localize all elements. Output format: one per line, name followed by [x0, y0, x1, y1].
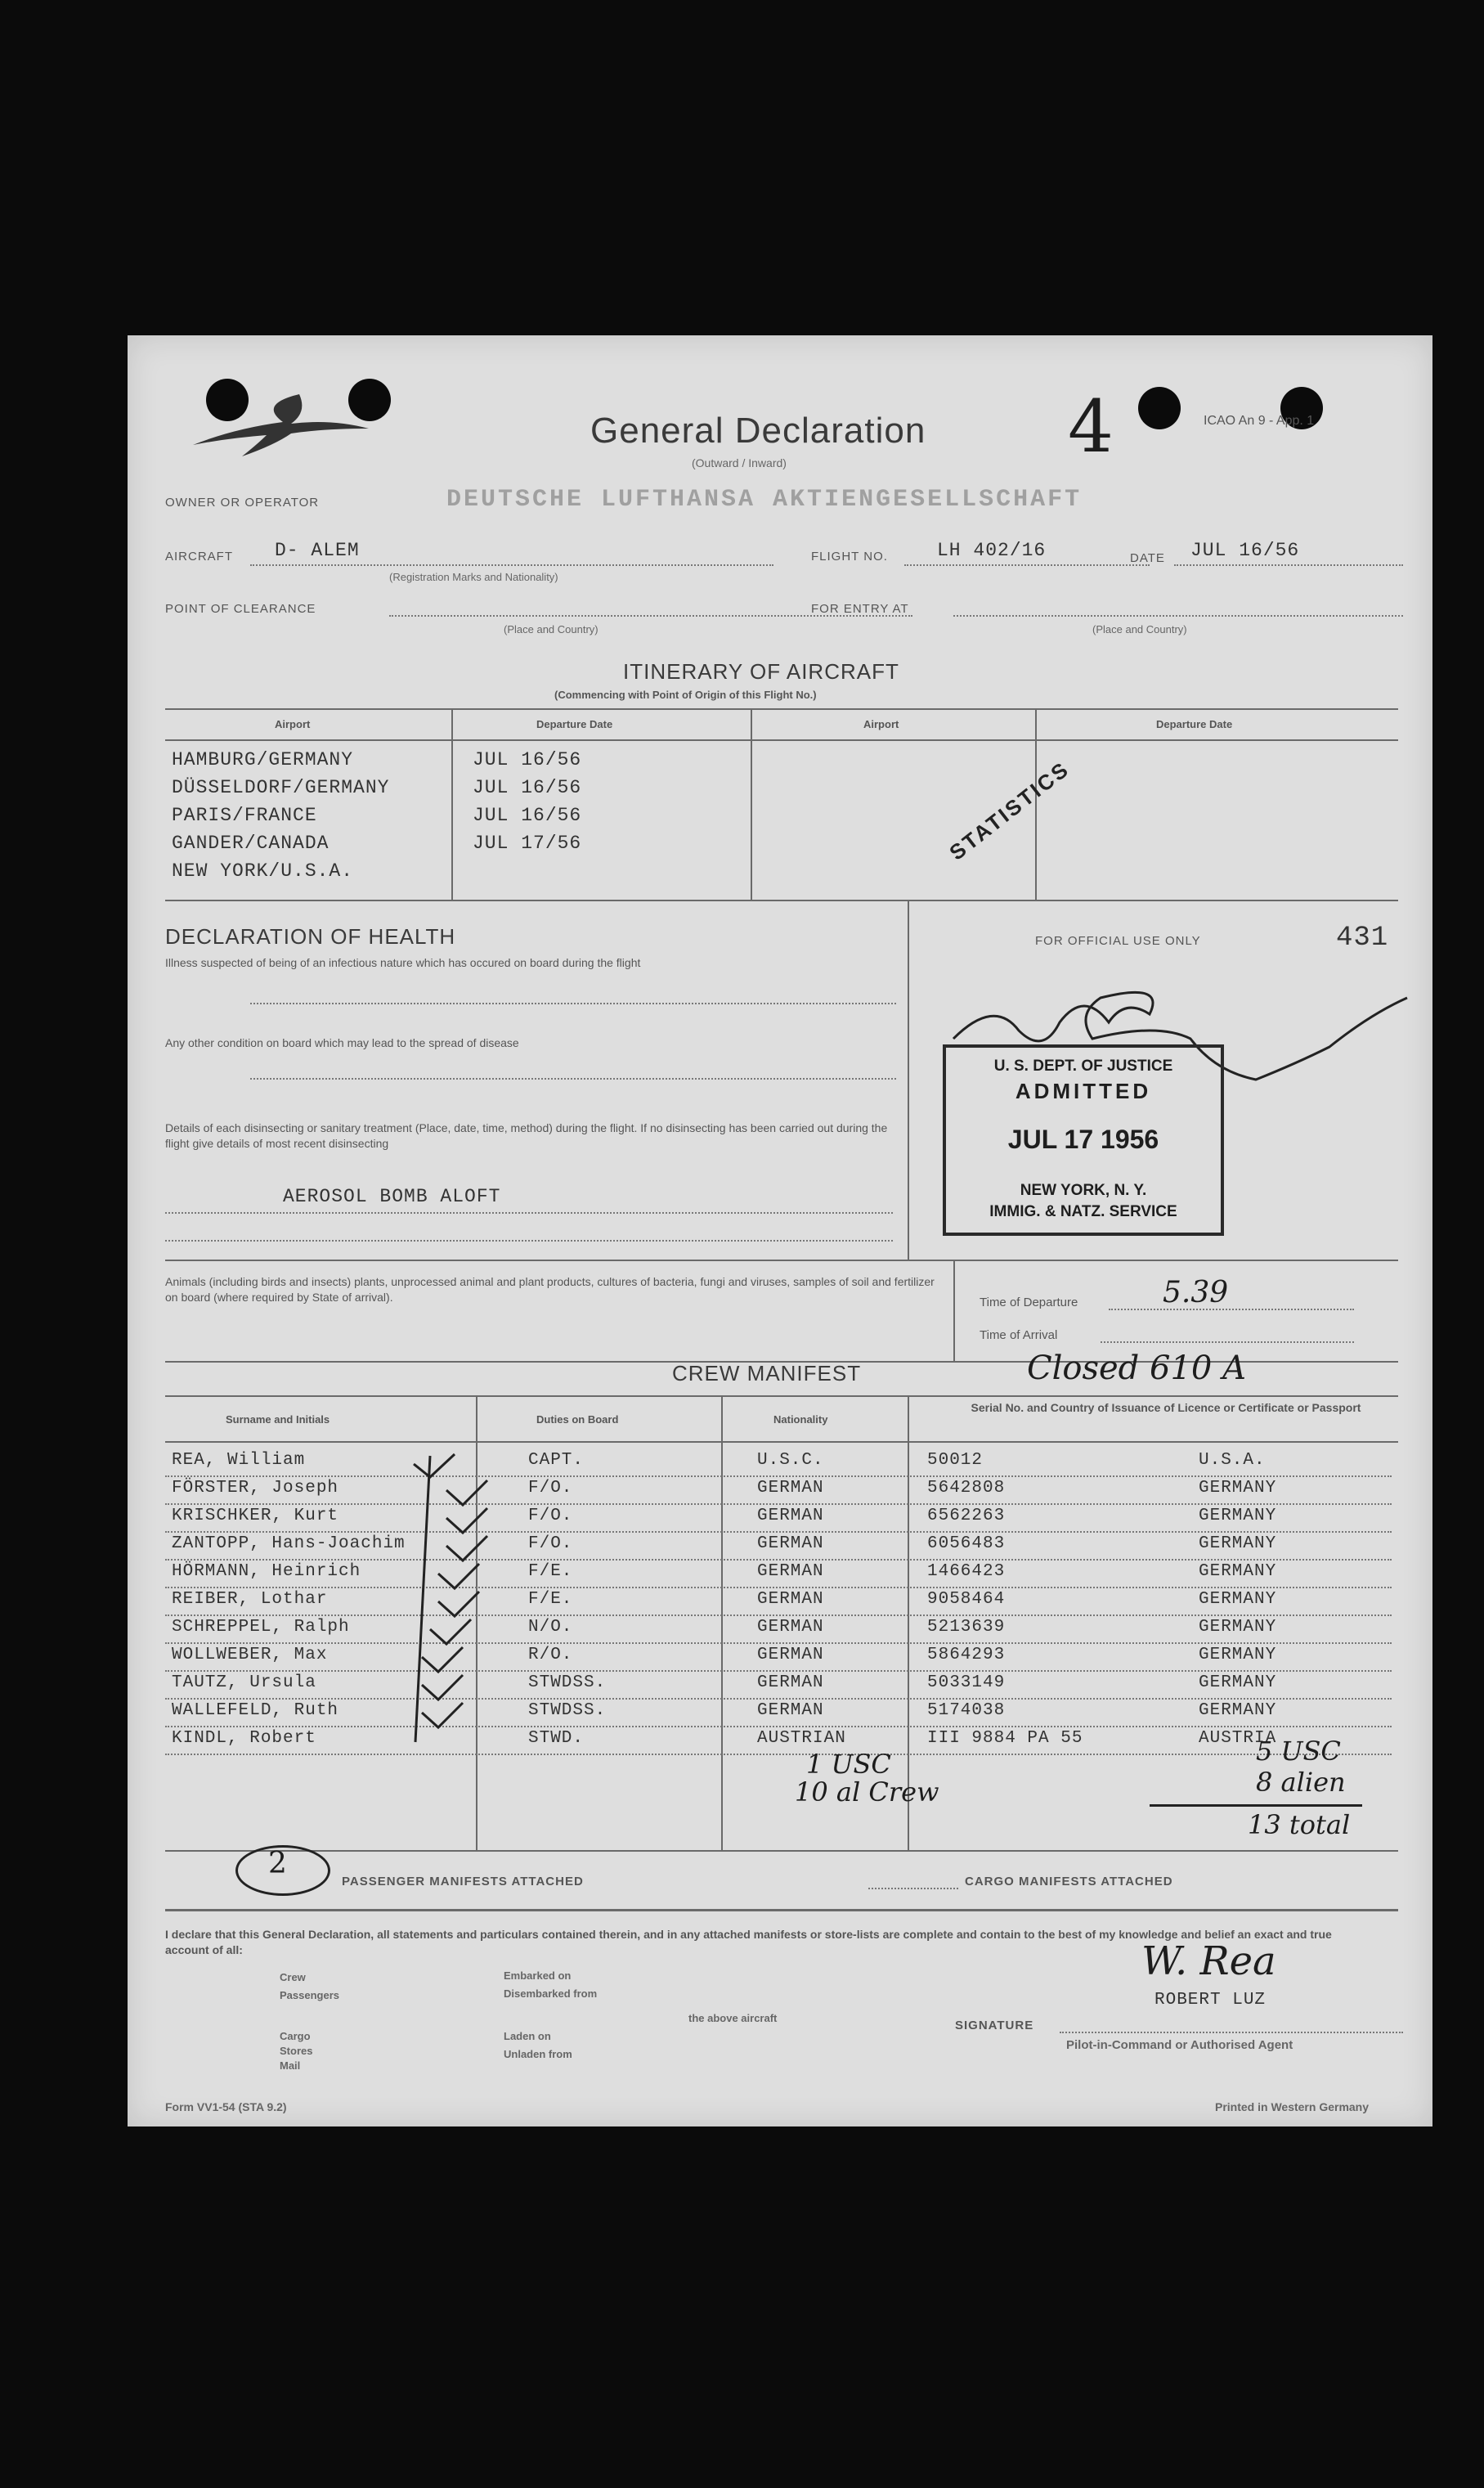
crew-nationality: GERMAN	[757, 1507, 824, 1525]
stamp-status: ADMITTED	[1015, 1079, 1152, 1103]
signatory-role: Pilot-in-Command or Authorised Agent	[1066, 2038, 1293, 2052]
crew-header-name: Surname and Initials	[226, 1413, 330, 1426]
hand-total-usc: 1 USC	[806, 1749, 891, 1780]
clearance-hint: (Place and Country)	[504, 623, 599, 635]
decl-mail: Mail	[280, 2059, 301, 2072]
itinerary-date: JUL 16/56	[473, 805, 582, 826]
crew-row-rule	[165, 1615, 1392, 1616]
crew-name: SCHREPPEL, Ralph	[172, 1618, 350, 1637]
crew-country: GERMANY	[1199, 1479, 1277, 1498]
stamp-date: JUL 17 1956	[1007, 1125, 1159, 1154]
crew-duty: N/O.	[528, 1618, 573, 1637]
crew-row-rule	[165, 1670, 1392, 1672]
crew-row-rule	[165, 1587, 1392, 1588]
stamp-service: IMMIG. & NATZ. SERVICE	[989, 1203, 1177, 1220]
entry-label: FOR ENTRY AT	[811, 602, 909, 616]
operator-name: DEUTSCHE LUFTHANSA AKTIENGESELLSCHAFT	[446, 486, 1083, 514]
crew-serial: 6562263	[927, 1507, 1006, 1525]
crew-name: ZANTOPP, Hans-Joachim	[172, 1534, 406, 1553]
crew-country: GERMANY	[1199, 1590, 1277, 1609]
official-use-number: 431	[1336, 923, 1389, 954]
crew-name: KRISCHKER, Kurt	[172, 1507, 339, 1525]
itinerary-subtitle: (Commencing with Point of Origin of this Flight No.)	[554, 689, 817, 701]
flight-date: JUL 16/56	[1190, 540, 1300, 561]
crew-serial: 5642808	[927, 1479, 1006, 1498]
icao-reference: ICAO An 9 - App. 1	[1204, 414, 1315, 428]
crew-country: GERMANY	[1199, 1507, 1277, 1525]
crew-row-rule	[165, 1475, 1392, 1477]
crew-name: KINDL, Robert	[172, 1729, 316, 1748]
crew-nationality: GERMAN	[757, 1673, 824, 1692]
crew-header-serial: Serial No. and Country of Issuance of Licence or Certificate or Passport	[971, 1401, 1361, 1414]
crew-serial: 50012	[927, 1451, 984, 1470]
crew-country: GERMANY	[1199, 1701, 1277, 1720]
itinerary-header-date: Departure Date	[536, 718, 613, 730]
date-label: DATE	[1130, 551, 1165, 565]
itinerary-airport: DÜSSELDORF/GERMANY	[172, 777, 390, 798]
form-subtitle: (Outward / Inward)	[692, 456, 787, 469]
form-title: General Declaration	[590, 411, 926, 451]
crew-row-rule	[165, 1726, 1392, 1727]
crew-serial: III 9884 PA 55	[927, 1729, 1083, 1748]
clearance-label: POINT OF CLEARANCE	[165, 602, 316, 616]
animals-declaration: Animals (including birds and insects) plants, unprocessed animal and plant products, cultures of bacteria, fungi and viruses, samples of soil and fertilizer on board (where required by State of arrival).	[165, 1275, 935, 1304]
crew-name: FÖRSTER, Joseph	[172, 1479, 339, 1498]
crew-duty: F/E.	[528, 1590, 573, 1609]
crew-country: AUSTRIA	[1199, 1729, 1277, 1748]
decl-crew: Crew	[280, 1971, 306, 1983]
checkmarks	[397, 1448, 512, 1758]
printed-in: Printed in Western Germany	[1215, 2100, 1370, 2113]
crew-nationality: GERMAN	[757, 1562, 824, 1581]
lufthansa-crane-logo	[185, 388, 373, 461]
crew-nationality: GERMAN	[757, 1590, 824, 1609]
decl-passengers: Passengers	[280, 1989, 339, 2001]
punch-hole	[1138, 387, 1181, 429]
crew-serial: 5033149	[927, 1673, 1006, 1692]
hand-total-usc-right: 5 USC	[1256, 1736, 1341, 1767]
itinerary-header-date-2: Departure Date	[1156, 718, 1233, 730]
crew-serial: 9058464	[927, 1590, 1006, 1609]
hand-total-sum: 13 total	[1248, 1809, 1351, 1840]
crew-country: GERMANY	[1199, 1534, 1277, 1553]
decl-laden: Laden on	[504, 2030, 551, 2042]
crew-country: GERMANY	[1199, 1646, 1277, 1664]
crew-row-rule	[165, 1754, 1392, 1755]
health-title: DECLARATION OF HEALTH	[165, 924, 456, 949]
itinerary-date: JUL 16/56	[473, 777, 582, 798]
crew-name: WALLEFELD, Ruth	[172, 1701, 339, 1720]
decl-stores: Stores	[280, 2045, 313, 2057]
crew-duty: F/O.	[528, 1534, 573, 1553]
crew-duty: F/O.	[528, 1507, 573, 1525]
itinerary-date: JUL 16/56	[473, 749, 582, 770]
crew-nationality: AUSTRIAN	[757, 1729, 846, 1748]
closed-note: Closed 610 A	[1027, 1350, 1246, 1387]
crew-country: GERMANY	[1199, 1562, 1277, 1581]
crew-serial: 5864293	[927, 1646, 1006, 1664]
health-question-illness: Illness suspected of being of an infectious nature which has occured on board during the flight	[165, 956, 641, 969]
cargo-manifests-label: CARGO MANIFESTS ATTACHED	[965, 1875, 1173, 1888]
aircraft-label: AIRCRAFT	[165, 550, 233, 564]
crew-row-rule	[165, 1531, 1392, 1533]
crew-serial: 5174038	[927, 1701, 1006, 1720]
decl-disembarked: Disembarked from	[504, 1987, 598, 2000]
departure-time-label: Time of Departure	[980, 1296, 1078, 1309]
hand-total-crew: 10 al Crew	[795, 1776, 939, 1808]
declaration-text: I declare that this General Declaration, all statements and particulars contained therein, and in any attached manifests or store-lists are complete and contain to the best of my knowledge and belief an exact and true account of all:	[165, 1928, 1332, 1956]
crew-serial: 5213639	[927, 1618, 1006, 1637]
crew-nationality: GERMAN	[757, 1534, 824, 1553]
signature-label: SIGNATURE	[955, 2019, 1034, 2032]
entry-hint: (Place and Country)	[1092, 623, 1187, 635]
crew-nationality: GERMAN	[757, 1479, 824, 1498]
crew-row-rule	[165, 1642, 1392, 1644]
decl-above-aircraft: the above aircraft	[688, 2012, 778, 2024]
crew-header-nationality: Nationality	[773, 1413, 828, 1426]
crew-duty: CAPT.	[528, 1451, 585, 1470]
flight-label: FLIGHT NO.	[811, 550, 888, 564]
itinerary-date: JUL 17/56	[473, 833, 582, 854]
disinsecting-answer: AEROSOL BOMB ALOFT	[283, 1186, 501, 1207]
crew-manifest-title: CREW MANIFEST	[672, 1361, 862, 1385]
decl-cargo: Cargo	[280, 2030, 311, 2042]
aircraft-registration: D- ALEM	[275, 540, 360, 561]
crew-nationality: GERMAN	[757, 1701, 824, 1720]
itinerary-airport: PARIS/FRANCE	[172, 805, 317, 826]
hand-total-alien: 8 alien	[1256, 1767, 1346, 1798]
crew-name: HÖRMANN, Heinrich	[172, 1562, 361, 1581]
crew-header-duty: Duties on Board	[536, 1413, 619, 1426]
handwritten-signature: W. Rea	[1141, 1938, 1276, 1984]
declaration-form	[128, 335, 1432, 2126]
flight-number: LH 402/16	[937, 540, 1047, 561]
passenger-manifests-label: PASSENGER MANIFESTS ATTACHED	[342, 1875, 584, 1888]
itinerary-airport: GANDER/CANADA	[172, 833, 330, 854]
handwritten-page-number: 4	[1068, 384, 1114, 469]
crew-duty: R/O.	[528, 1646, 573, 1664]
crew-nationality: GERMAN	[757, 1646, 824, 1664]
departure-time-value: 5.39	[1163, 1276, 1229, 1309]
passenger-manifest-count: 2	[268, 1847, 287, 1880]
crew-serial: 6056483	[927, 1534, 1006, 1553]
crew-duty: STWDSS.	[528, 1673, 607, 1692]
itinerary-airport: NEW YORK/U.S.A.	[172, 860, 354, 882]
arrival-time-label: Time of Arrival	[980, 1328, 1058, 1342]
crew-name: TAUTZ, Ursula	[172, 1673, 316, 1692]
crew-duty: STWD.	[528, 1729, 585, 1748]
decl-unladen: Unladen from	[504, 2048, 572, 2060]
stamp-agency: U. S. DEPT. OF JUSTICE	[993, 1058, 1173, 1075]
official-use-label: FOR OFFICIAL USE ONLY	[1035, 934, 1201, 948]
crew-row-rule	[165, 1503, 1392, 1505]
crew-name: REA, William	[172, 1451, 306, 1470]
crew-row-rule	[165, 1559, 1392, 1561]
crew-row-rule	[165, 1698, 1392, 1700]
decl-embarked: Embarked on	[504, 1969, 572, 1982]
crew-name: WOLLWEBER, Max	[172, 1646, 328, 1664]
health-question-condition: Any other condition on board which may lead to the spread of disease	[165, 1036, 519, 1049]
health-question-disinsecting: Details of each disinsecting or sanitary treatment (Place, date, time, method) during the flight. If no disinsecting has been carried out during the flight give details of most recent disinsecting	[165, 1121, 888, 1150]
itinerary-title: ITINERARY OF AIRCRAFT	[623, 659, 899, 684]
crew-duty: F/O.	[528, 1479, 573, 1498]
crew-duty: STWDSS.	[528, 1701, 607, 1720]
itinerary-header-airport-2: Airport	[863, 718, 899, 730]
crew-country: GERMANY	[1199, 1618, 1277, 1637]
itinerary-header-airport: Airport	[275, 718, 311, 730]
crew-nationality: GERMAN	[757, 1618, 824, 1637]
crew-duty: F/E.	[528, 1562, 573, 1581]
registration-hint: (Registration Marks and Nationality)	[389, 571, 558, 583]
owner-label: OWNER OR OPERATOR	[165, 496, 320, 510]
signatory-name: ROBERT LUZ	[1154, 1991, 1267, 2010]
form-number: Form VV1-54 (STA 9.2)	[165, 2100, 287, 2113]
itinerary-airport: HAMBURG/GERMANY	[172, 749, 354, 770]
statistics-stamp: STATISTICS	[944, 756, 1074, 865]
admitted-stamp	[943, 1044, 1224, 1236]
crew-country: U.S.A.	[1199, 1451, 1266, 1470]
crew-name: REIBER, Lothar	[172, 1590, 328, 1609]
crew-country: GERMANY	[1199, 1673, 1277, 1692]
crew-serial: 1466423	[927, 1562, 1006, 1581]
stamp-place: NEW YORK, N. Y.	[1020, 1182, 1147, 1199]
crew-nationality: U.S.C.	[757, 1451, 824, 1470]
